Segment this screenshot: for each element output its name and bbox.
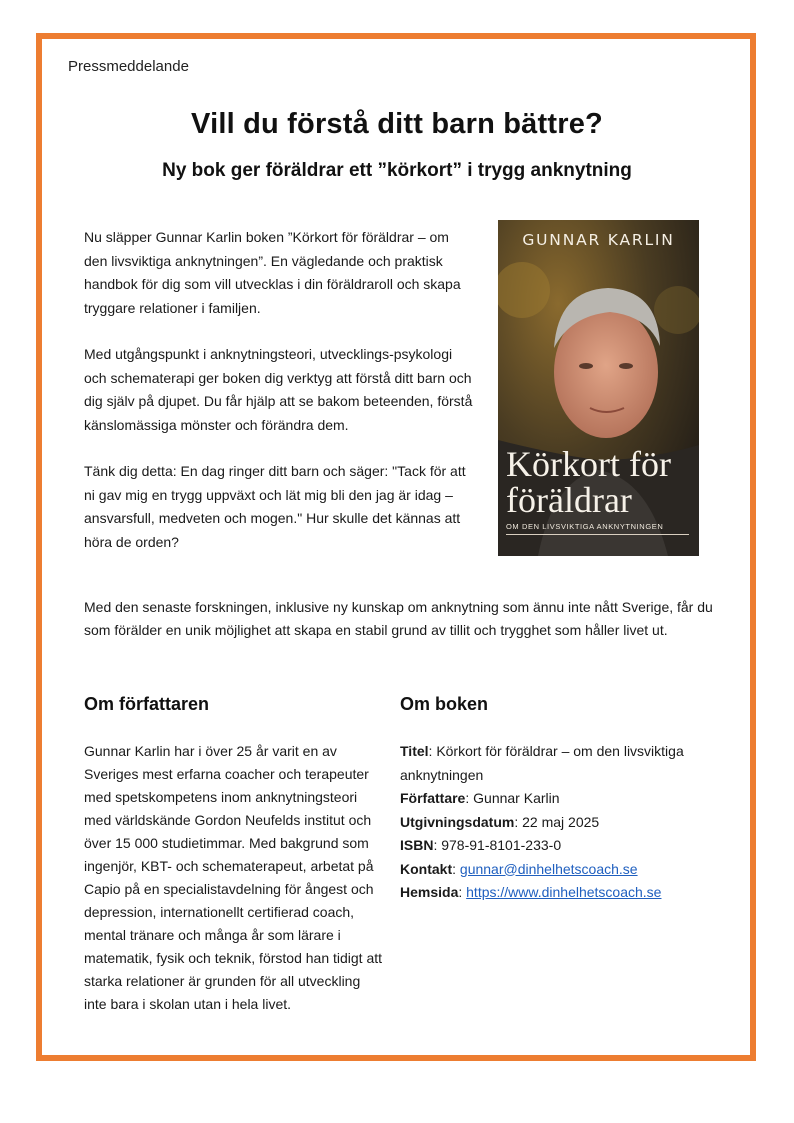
cover-subtitle: OM DEN LIVSVIKTIGA ANKNYTNINGEN <box>506 522 664 531</box>
fact-release-date: Utgivningsdatum: 22 maj 2025 <box>400 813 600 830</box>
fact-isbn: ISBN: 978-91-8101-233-0 <box>400 837 562 853</box>
about-book-heading: Om boken <box>400 694 489 714</box>
page-subtitle: Ny bok ger föräldrar ett ”körkort” i trygg anknytning <box>162 160 632 181</box>
fact-contact: Kontakt: gunnar@dinhelhetscoach.se <box>400 860 638 877</box>
fact-value: Körkort för föräldrar – om den livsviktiga anknytningen <box>400 743 684 783</box>
research-paragraph: Med den senaste forskningen, inklusive ny kunskap om anknytning som ännu inte nått Sverige, får du som förälder en unik möjlighet att skapa en stabil grund av tillit och trygghet som håller livet ut. <box>84 599 713 638</box>
intro-paragraph: Med utgångspunkt i anknytningsteori, utvecklings-psykologi och schematerapi ger boken dig verktyg att förstå ditt barn och dig själv på djupet. Du får hjälp att se bakom beteenden, förstå känslomässiga mönster och förändra dem. <box>84 346 473 433</box>
document-label: Pressmeddelande <box>68 58 189 75</box>
fact-label: Hemsida <box>400 884 459 900</box>
page-title: Vill du förstå ditt barn bättre? <box>191 108 603 140</box>
fact-label: Titel <box>400 743 429 759</box>
website-link[interactable]: https://www.dinhelhetscoach.se <box>466 884 662 900</box>
fact-label: Kontakt <box>400 860 453 877</box>
fact-website: Hemsida: https://www.dinhelhetscoach.se <box>400 884 662 900</box>
intro-paragraph: Tänk dig detta: En dag ringer ditt barn och säger: "Tack för att ni gav mig en trygg uppväxt och lät mig bli den jag är idag – ansvarsfull, medveten och mogen." Hur skulle det kännas att höra de orden? <box>84 463 466 550</box>
book-facts-list <box>400 740 720 905</box>
fact-value: 22 maj 2025 <box>522 813 600 830</box>
contact-email-link[interactable]: gunnar@dinhelhetscoach.se <box>459 860 638 877</box>
fact-value: 978-91-8101-233-0 <box>441 837 562 853</box>
about-author-heading: Om författaren <box>84 694 210 714</box>
cover-title <box>506 446 695 518</box>
fact-label: ISBN <box>400 837 434 853</box>
intro-section <box>84 226 474 577</box>
about-author-text: Gunnar Karlin har i över 25 år varit en av Sveriges mest erfarna coacher och terapeuter med spetskompetens inom anknytningsteori med världskände Gordon Neufelds institut och över 15 000 studietimmar. Med bakgrund som ingenjör, KBT- och schematerapeut, arbetat på Capio på en specialistavdelning för ångest och depression, internationellt certifierad coach, mental tränare och många år som lärare i matematik, fysik och teknik, förstod han tidigt att starka relationer är grunden för all utveckling inte bara i skolan utan i hela livet. <box>84 743 383 1012</box>
intro-paragraph: Nu släpper Gunnar Karlin boken ”Körkort för föräldrar – om den livsviktiga anknytningen”. En vägledande och praktisk handbok för dig som vill utvecklas i din föräldraroll och skapa tryggare relationer i familjen. <box>84 229 461 316</box>
fact-author: Författare: Gunnar Karlin <box>400 790 560 806</box>
fact-label: Författare <box>400 790 466 806</box>
fact-value: Gunnar Karlin <box>473 790 560 806</box>
cover-divider <box>506 534 689 535</box>
cover-author-name: GUNNAR KARLIN <box>522 231 675 249</box>
cover-title-line: Körkort för <box>506 444 671 484</box>
fact-label: Utgivningsdatum <box>400 813 515 830</box>
book-cover-image <box>498 220 699 556</box>
fact-title: Titel: Körkort för föräldrar – om den livsviktiga anknytningen <box>400 743 684 783</box>
cover-title-line: föräldrar <box>506 480 632 520</box>
